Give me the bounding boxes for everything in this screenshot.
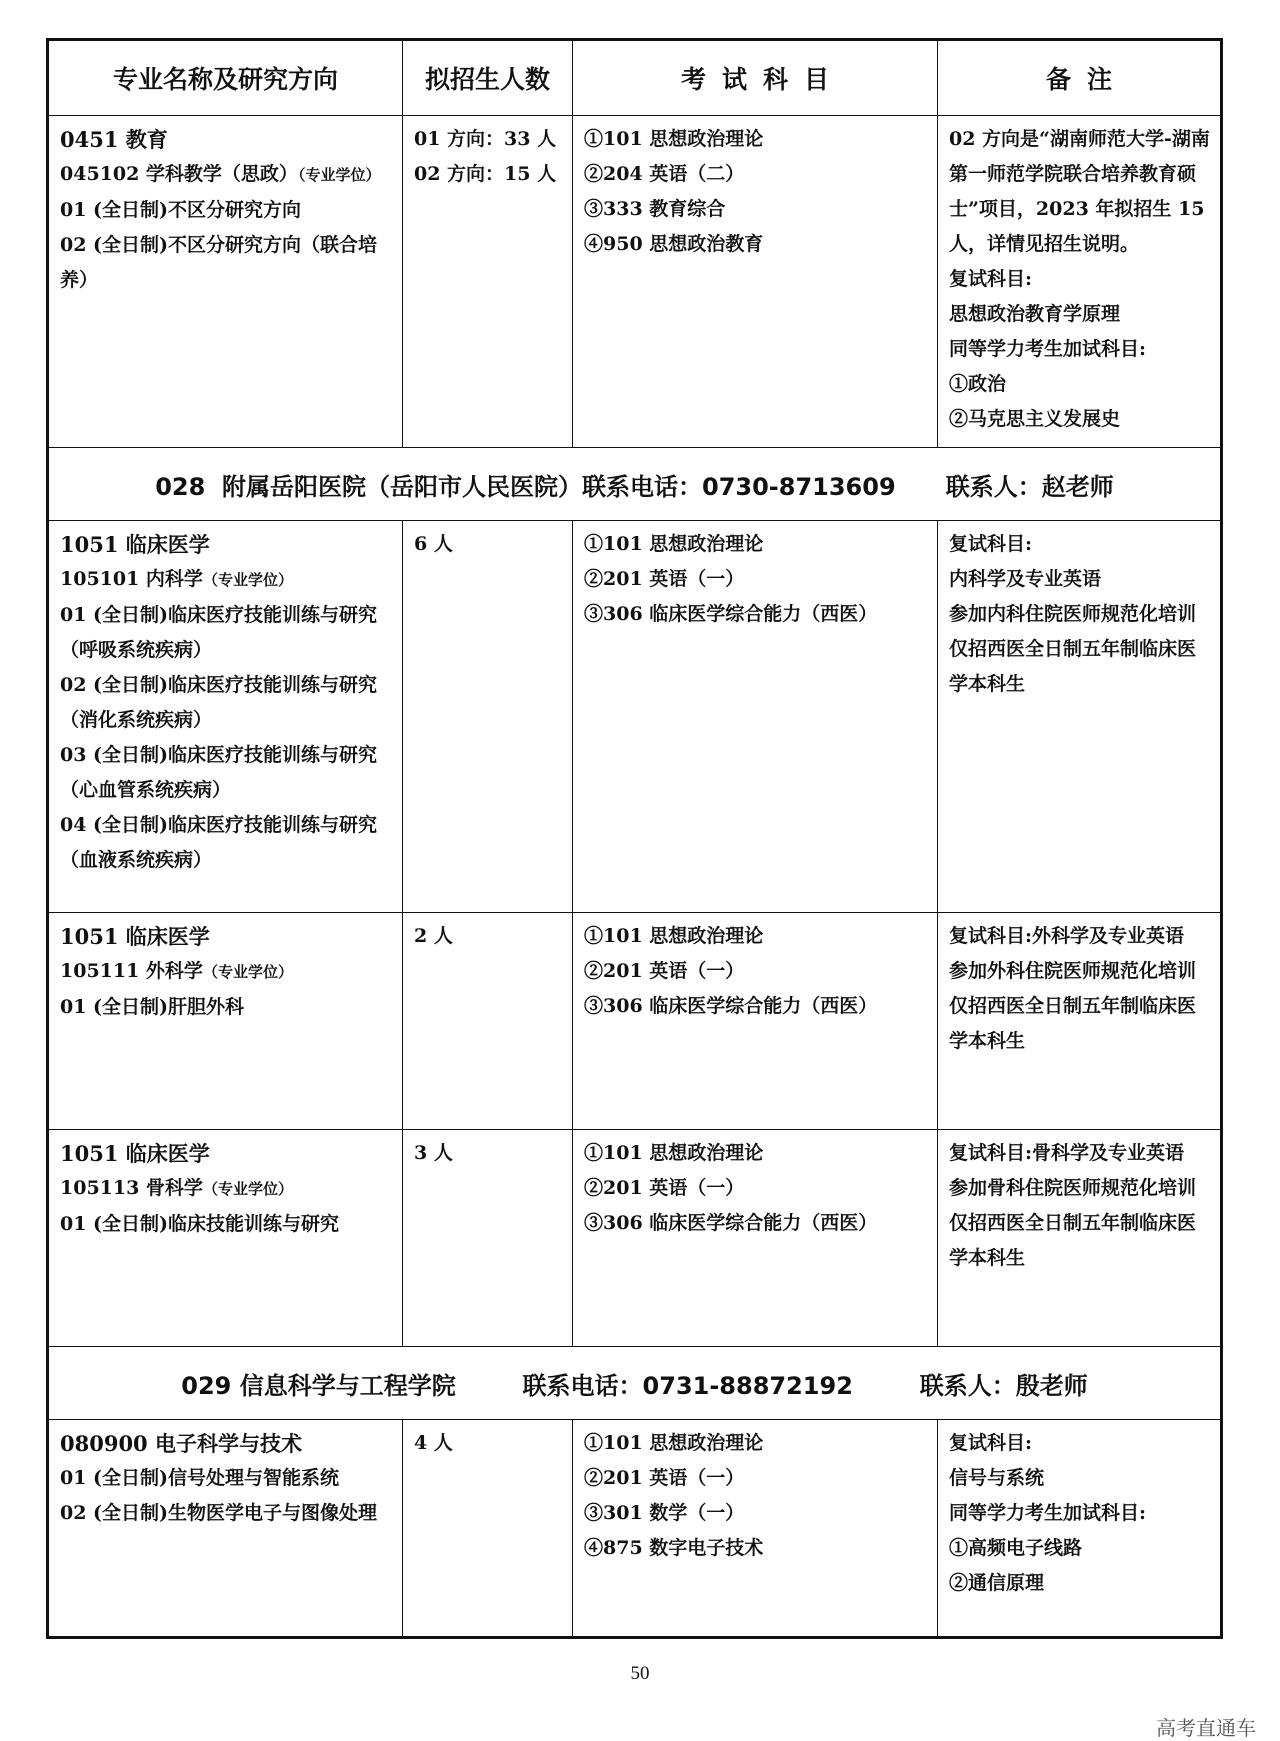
table-header-row — [48, 40, 1222, 116]
exam-cell — [573, 521, 938, 913]
note: 仅招西医全日制五年制临床医学本科生 — [949, 1212, 1197, 1269]
direction: 04 (全日制)临床医疗技能训练与研究（血液系统疾病） — [60, 814, 378, 871]
exam-subject: ②201 英语（一） — [584, 1177, 745, 1199]
sub-major-tag: （专业学位） — [202, 1180, 293, 1198]
note: ②马克思主义发展史 — [949, 408, 1121, 430]
exam-subject: ③301 数学（一） — [584, 1502, 745, 1524]
direction: 02 (全日制)临床医疗技能训练与研究（消化系统疾病） — [60, 674, 378, 731]
sub-major: 105111 外科学 — [60, 960, 203, 982]
notes-cell — [938, 913, 1222, 1130]
admissions-table — [46, 38, 1223, 1639]
table-row — [48, 913, 1222, 1130]
quota-cell — [403, 1130, 573, 1347]
note: 复试科目:骨科学及专业英语 — [949, 1142, 1185, 1164]
exam-subject: ③306 临床医学综合能力（西医） — [584, 1212, 878, 1234]
exam-subject: ③333 教育综合 — [584, 198, 726, 220]
department-row — [48, 1347, 1222, 1420]
exam-subject: ①101 思想政治理论 — [584, 925, 764, 947]
note: 参加内科住院医师规范化培训 — [949, 603, 1197, 625]
quota-cell — [403, 913, 573, 1130]
department-phone: 联系电话：0731-88872192 — [522, 1371, 853, 1400]
major-name: 1051 临床医学 — [60, 924, 210, 949]
header-exam: 考试科目 — [573, 40, 938, 116]
department-row — [48, 448, 1222, 521]
exam-subject: ②201 英语（一） — [584, 568, 745, 590]
note: 思想政治教育学原理 — [949, 303, 1121, 325]
direction: 01 (全日制)临床技能训练与研究 — [60, 1213, 340, 1235]
note: 信号与系统 — [949, 1467, 1045, 1489]
exam-subject: ②204 英语（二） — [584, 163, 745, 185]
exam-subject: ④875 数字电子技术 — [584, 1537, 764, 1559]
notes-cell — [938, 116, 1222, 448]
note: 同等学力考生加试科目: — [949, 338, 1147, 360]
header-major: 专业名称及研究方向 — [48, 40, 403, 116]
major-name: 1051 临床医学 — [60, 532, 210, 557]
note: ①高频电子线路 — [949, 1537, 1083, 1559]
major-cell — [48, 521, 403, 913]
admissions-table-page — [46, 38, 1220, 1639]
quota-cell — [403, 521, 573, 913]
department-contact: 联系人：赵老师 — [945, 472, 1114, 501]
direction: 01 (全日制)临床医疗技能训练与研究（呼吸系统疾病） — [60, 604, 378, 661]
exam-cell — [573, 1130, 938, 1347]
department-contact: 联系人：殷老师 — [919, 1371, 1088, 1400]
table-row — [48, 1420, 1222, 1638]
direction: 01 (全日制)肝胆外科 — [60, 996, 245, 1018]
note: 仅招西医全日制五年制临床医学本科生 — [949, 638, 1197, 695]
sub-major-tag: （专业学位） — [202, 963, 293, 981]
quota: 02 方向：15 人 — [414, 163, 557, 185]
exam-cell — [573, 913, 938, 1130]
major-cell — [48, 913, 403, 1130]
note: 复试科目:外科学及专业英语 — [949, 925, 1185, 947]
quota: 4 人 — [414, 1432, 453, 1454]
direction: 02 (全日制)生物医学电子与图像处理 — [60, 1502, 378, 1524]
direction: 01 (全日制)信号处理与智能系统 — [60, 1467, 340, 1489]
exam-subject: ②201 英语（一） — [584, 1467, 745, 1489]
exam-subject: ①101 思想政治理论 — [584, 1142, 764, 1164]
note: 参加骨科住院医师规范化培训 — [949, 1177, 1197, 1199]
exam-subject: ①101 思想政治理论 — [584, 533, 764, 555]
watermark: 高考直通车 — [1156, 1716, 1256, 1740]
major-cell — [48, 1130, 403, 1347]
department-name: 028 附属岳阳医院（岳阳市人民医院）联系电话：0730-8713609 — [155, 472, 896, 501]
exam-subject: ③306 临床医学综合能力（西医） — [584, 603, 878, 625]
header-quota: 拟招生人数 — [403, 40, 573, 116]
exam-subject: ②201 英语（一） — [584, 960, 745, 982]
direction: 01 (全日制)不区分研究方向 — [60, 199, 302, 221]
major-name: 0451 教育 — [60, 127, 168, 152]
note: 同等学力考生加试科目: — [949, 1502, 1147, 1524]
table-row — [48, 116, 1222, 448]
sub-major: 105113 骨科学 — [60, 1177, 203, 1199]
notes-cell — [938, 1420, 1222, 1638]
major-cell — [48, 116, 403, 448]
quota: 3 人 — [414, 1142, 453, 1164]
note: 02 方向是“湖南师范大学-湖南第一师范学院联合培养教育硕士”项目，2023 年拟招生 15 人，详情见招生说明。 — [949, 128, 1210, 255]
direction: 03 (全日制)临床医疗技能训练与研究（心血管系统疾病） — [60, 744, 378, 801]
table-row — [48, 1130, 1222, 1347]
notes-cell — [938, 521, 1222, 913]
exam-subject: ①101 思想政治理论 — [584, 128, 764, 150]
note: ②通信原理 — [949, 1572, 1045, 1594]
department-name: 029 信息科学与工程学院 — [181, 1371, 456, 1400]
note: 复试科目: — [949, 268, 1033, 290]
direction: 02 (全日制)不区分研究方向（联合培养） — [60, 234, 378, 291]
department-header — [48, 1347, 1222, 1420]
note: 内科学及专业英语 — [949, 568, 1102, 590]
major-name: 1051 临床医学 — [60, 1141, 210, 1166]
note: ①政治 — [949, 373, 1007, 395]
note: 复试科目: — [949, 1432, 1033, 1454]
sub-major: 105101 内科学 — [60, 568, 203, 590]
exam-subject: ①101 思想政治理论 — [584, 1432, 764, 1454]
sub-major-tag: （专业学位） — [297, 166, 381, 184]
exam-cell — [573, 116, 938, 448]
quota: 2 人 — [414, 925, 453, 947]
quota: 6 人 — [414, 533, 453, 555]
sub-major: 045102 学科教学（思政） — [60, 163, 298, 185]
quota: 01 方向：33 人 — [414, 128, 557, 150]
note: 参加外科住院医师规范化培训 — [949, 960, 1197, 982]
exam-cell — [573, 1420, 938, 1638]
table-row — [48, 521, 1222, 913]
note: 复试科目: — [949, 533, 1033, 555]
quota-cell — [403, 1420, 573, 1638]
header-notes: 备注 — [938, 40, 1222, 116]
exam-subject: ③306 临床医学综合能力（西医） — [584, 995, 878, 1017]
sub-major-tag: （专业学位） — [202, 571, 293, 589]
major-cell — [48, 1420, 403, 1638]
note: 仅招西医全日制五年制临床医学本科生 — [949, 995, 1197, 1052]
major-name: 080900 电子科学与技术 — [60, 1431, 302, 1456]
notes-cell — [938, 1130, 1222, 1347]
department-header — [48, 448, 1222, 521]
quota-cell — [403, 116, 573, 448]
exam-subject: ④950 思想政治教育 — [584, 233, 764, 255]
page-number: 50 — [630, 1663, 650, 1684]
